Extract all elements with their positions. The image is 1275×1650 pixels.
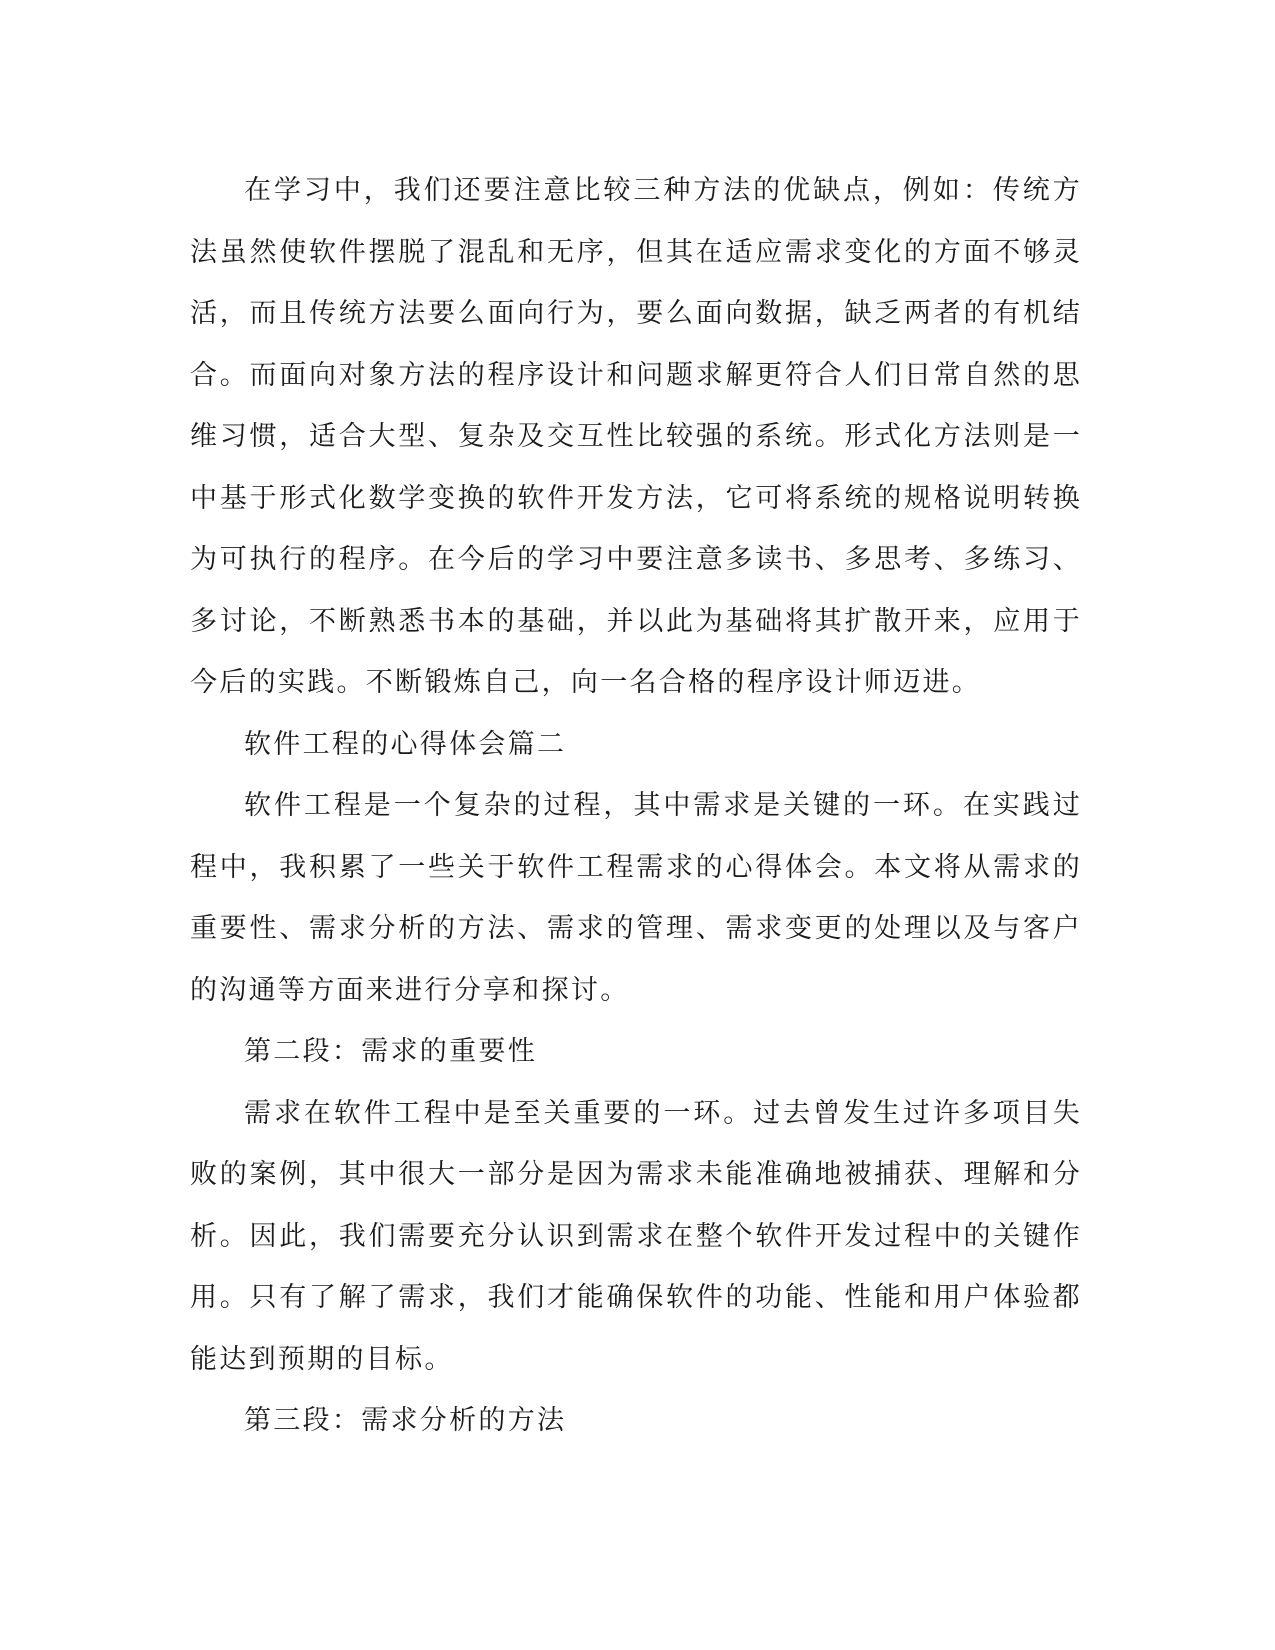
document-body <box>190 160 1082 1452</box>
paragraph-method-comparison: 在学习中，我们还要注意比较三种方法的优缺点，例如：传统方法虽然使软件摆脱了混乱和无序，但其在适应需求变化的方面不够灵活，而且传统方法要么面向行为，要么面向数据，缺乏两者的有机结合。而面向对象方法的程序设计和问题求解更符合人们日常自然的思维习惯，适合大型、复杂及交互性比较强的系统。形式化方法则是一中基于形式化数学变换的软件开发方法，它可将系统的规格说明转换为可执行的程序。在今后的学习中要注意多读书、多思考、多练习、多讨论，不断熟悉书本的基础，并以此为基础将其扩散开来，应用于今后的实践。不断锻炼自己，向一名合格的程序设计师迈进。 <box>190 175 1082 698</box>
section-heading-part-two: 软件工程的心得体会篇二 <box>244 728 567 760</box>
section-heading-importance: 第二段：需求的重要性 <box>244 1036 537 1067</box>
paragraph-introduction: 软件工程是一个复杂的过程，其中需求是关键的一环。在实践过程中，我积累了一些关于软件工程需求的心得体会。本文将从需求的重要性、需求分析的方法、需求的管理、需求变更的处理以及与客户的沟通等方面来进行分享和探讨。 <box>190 790 1082 1006</box>
paragraph-importance: 需求在软件工程中是至关重要的一环。过去曾发生过许多项目失败的案例，其中很大一部分是因为需求未能准确地被捕获、理解和分析。因此，我们需要充分认识到需求在整个软件开发过程中的关键作用。只有了解了需求，我们才能确保软件的功能、性能和用户体验都能达到预期的目标。 <box>190 1097 1082 1375</box>
section-heading-analysis-methods: 第三段：需求分析的方法 <box>244 1405 567 1436</box>
